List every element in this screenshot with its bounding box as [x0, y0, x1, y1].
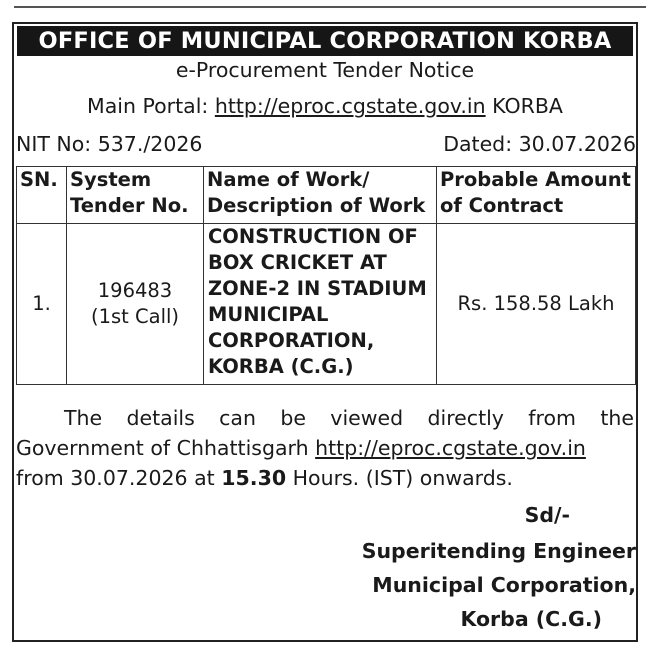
details-suffix: Hours. (IST) onwards.	[292, 466, 513, 490]
col-header-work: Name of Work/ Description of Work	[204, 167, 437, 224]
col-header-sn: SN.	[17, 167, 67, 224]
row-sn: 1.	[17, 224, 67, 385]
top-rule	[14, 6, 646, 8]
details-date-text: from 30.07.2026 at	[16, 466, 215, 490]
signature-designation: Superitending Engineer	[361, 539, 636, 563]
signature-sd: Sd/-	[524, 503, 570, 527]
details-portal-link[interactable]: http://eproc.cgstate.gov.in	[315, 436, 586, 460]
portal-suffix: KORBA	[492, 94, 563, 118]
portal-label: Main Portal:	[87, 94, 209, 118]
details-time: 15.30	[221, 466, 287, 490]
col-header-tender-no: System Tender No.	[67, 167, 204, 224]
row-work-description: CONSTRUCTION OF BOX CRICKET AT ZONE-2 IN STADIUM MUNICIPAL CORPORATION, KORBA (C.G.)	[204, 224, 437, 385]
details-line-1: The details can be viewed directly from the	[64, 406, 634, 430]
nit-number: NIT No: 537./2026	[16, 132, 203, 156]
details-line-3	[16, 466, 513, 490]
col-header-amount: Probable Amount of Contract	[437, 167, 636, 224]
table-header-row	[17, 167, 636, 224]
details-govt-text: Government of Chhattisgarh	[16, 436, 309, 460]
tender-table	[16, 166, 636, 385]
signature-place: Korba (C.G.)	[460, 607, 602, 631]
main-portal-line	[0, 94, 650, 118]
row-amount: Rs. 158.58 Lakh	[437, 224, 636, 385]
portal-link[interactable]: http://eproc.cgstate.gov.in	[214, 94, 486, 118]
details-line-2	[16, 436, 586, 460]
signature-org: Municipal Corporation,	[372, 573, 636, 597]
notice-title: OFFICE OF MUNICIPAL CORPORATION KORBA	[17, 26, 633, 56]
table-row	[17, 224, 636, 385]
nit-date: Dated: 30.07.2026	[443, 132, 636, 156]
row-tender-no: 196483 (1st Call)	[67, 224, 204, 385]
notice-subtitle: e-Procurement Tender Notice	[175, 58, 475, 82]
